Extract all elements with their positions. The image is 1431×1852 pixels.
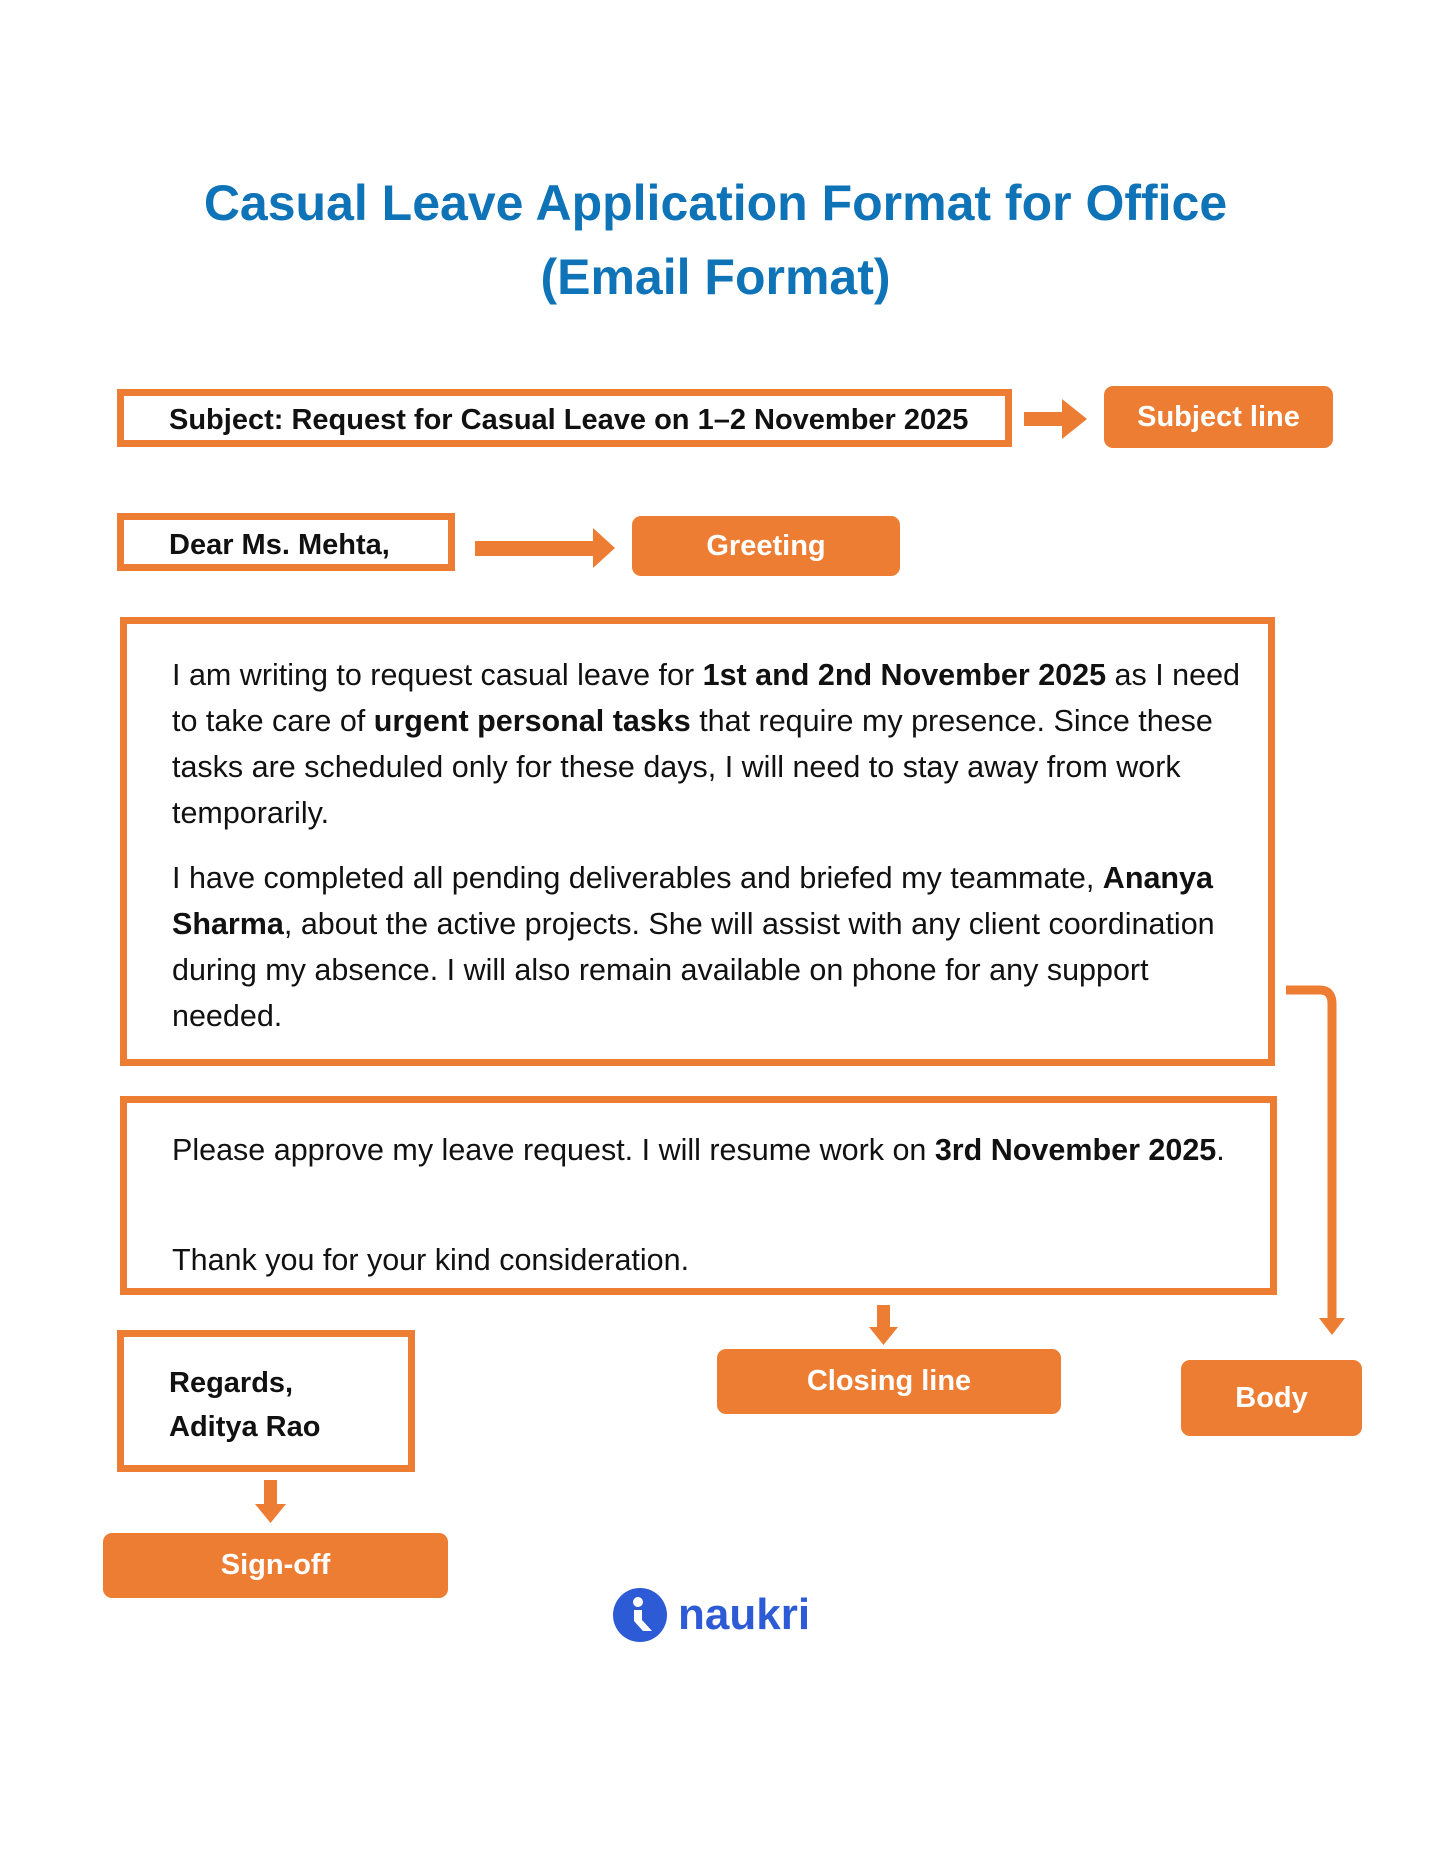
subject-line-label: Subject line	[1104, 386, 1333, 448]
naukri-logo-icon	[612, 1587, 668, 1643]
body-box	[120, 617, 1275, 1066]
closing-line-label: Closing line	[717, 1349, 1061, 1414]
closing-paragraph-2: Thank you for your kind consideration.	[172, 1243, 690, 1277]
subject-box	[117, 389, 1012, 447]
closing-paragraph-1: Please approve my leave request. I will resume work on 3rd November 2025.	[172, 1133, 1225, 1167]
page-title-line-2: (Email Format)	[540, 249, 891, 305]
naukri-logo	[612, 1586, 810, 1644]
signoff-label: Sign-off	[103, 1533, 448, 1598]
greeting-label: Greeting	[632, 516, 900, 576]
closing-arrow-icon	[869, 1305, 898, 1345]
body-label: Body	[1181, 1360, 1362, 1436]
signoff-box	[117, 1330, 415, 1472]
greeting-arrow-icon	[475, 528, 615, 568]
subject-arrow-icon	[1024, 399, 1087, 439]
naukri-wordmark: naukri	[678, 1590, 811, 1639]
signoff-line-2: Aditya Rao	[169, 1411, 321, 1443]
body-paragraph-1: I am writing to request casual leave for 1st and 2nd November 2025 as I need to take care of urgent personal tasks that require my presence. Since these tasks are scheduled only for these days, I will need to stay away from work temporarily.	[172, 658, 1241, 830]
body-arrow-icon	[1286, 990, 1345, 1335]
page-title-line-1: Casual Leave Application Format for Office	[203, 175, 1228, 231]
subject-text: Subject: Request for Casual Leave on 1–2 November 2025	[169, 404, 969, 436]
signoff-line-1: Regards,	[169, 1367, 294, 1399]
body-paragraph-2: I have completed all pending deliverables and briefed my teammate, Ananya Sharma, about the active projects. She will assist with any client coordination during my absence. I will also remain available on phone for any support needed.	[172, 861, 1215, 1033]
greeting-text: Dear Ms. Mehta,	[169, 529, 390, 561]
greeting-box	[117, 513, 455, 571]
closing-box	[120, 1096, 1277, 1295]
signoff-arrow-icon	[255, 1480, 286, 1523]
